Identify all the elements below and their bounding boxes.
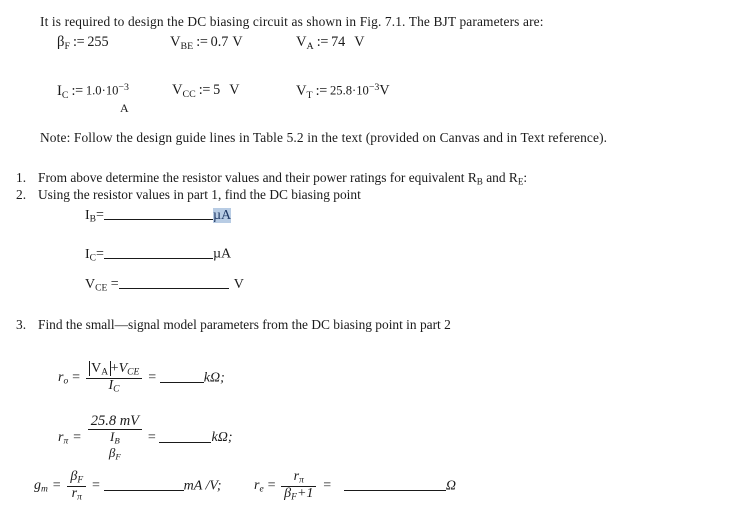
formula-gm-blank[interactable] — [104, 477, 184, 491]
parameter-vcc-symbol: $V_{CC}$ — [172, 82, 196, 100]
note-paragraph: Note: Follow the design guide lines in Table 5.2 in the text (provided on Canvas and in Text reference). — [40, 130, 608, 145]
formula-gm-unit: mA /V; — [183, 478, 222, 494]
formula-re-fraction — [281, 470, 316, 502]
formula-ro-blank[interactable] — [160, 369, 204, 383]
answer-ib-unit: µA — [212, 207, 232, 223]
task-item-1 — [16, 170, 527, 187]
equals-sign: = — [147, 430, 157, 446]
equals-sign: = — [266, 478, 277, 494]
formula-re-blank[interactable] — [344, 477, 446, 491]
formula-rpi-numerator: 25.8 mV — [88, 414, 142, 430]
formula-rpi-unit: kΩ; — [211, 430, 233, 446]
equals-sign: = — [322, 478, 332, 494]
parameter-va-value: 74 — [331, 34, 346, 50]
assign-operator: := — [316, 34, 329, 50]
absolute-value-va: $V_A$ — [89, 361, 111, 376]
answer-vce-unit: V — [233, 276, 244, 292]
parameter-vcc-value: 5 — [213, 82, 221, 98]
parameter-vbe-value: 0.7 — [210, 34, 229, 50]
formula-ro — [58, 362, 225, 394]
parameter-vt-exponent: −3 — [368, 82, 380, 93]
formula-re-unit: Ω — [445, 478, 456, 494]
parameter-beta-f — [57, 34, 109, 53]
answer-ib-blank[interactable] — [104, 206, 213, 220]
parameter-vt-mantissa: 25.8 — [329, 83, 353, 98]
parameter-ic: $I_C$ := $1.0\cdot 10^{-3}$ A — [57, 82, 129, 115]
answer-vce-symbol: $V_{CE}$ — [85, 276, 108, 294]
equals-sign: = — [107, 276, 119, 292]
assign-operator: := — [315, 82, 327, 99]
answer-field-vce[interactable] — [85, 275, 244, 295]
formula-rpi-blank[interactable] — [159, 428, 211, 442]
parameter-vcc — [172, 82, 239, 101]
formula-gm — [34, 470, 222, 502]
parameter-ic-exponent: −3 — [118, 82, 129, 93]
formula-gm-symbol: $g_m$ — [34, 478, 48, 496]
formula-rpi-symbol: $r_\pi$ — [58, 430, 69, 447]
parameter-vt-symbol: $V_T$ — [296, 82, 313, 101]
formula-ro-fraction — [86, 362, 143, 394]
task-1-number: 1. — [16, 170, 27, 185]
answer-vce-blank[interactable] — [119, 275, 229, 289]
formula-gm-fraction — [67, 470, 86, 502]
parameter-va — [296, 34, 365, 53]
equals-sign: = — [51, 478, 62, 494]
answer-ic-blank[interactable] — [104, 245, 213, 259]
formula-rpi-fraction — [88, 414, 142, 462]
formula-re-denominator: $\beta_F+1$ — [284, 485, 314, 503]
formula-gm-denominator: $r_\pi$ — [71, 485, 82, 503]
multiplication-dot: · — [352, 83, 357, 98]
parameter-vt-unit: V — [379, 82, 390, 99]
parameter-vt-base: 10 — [356, 83, 369, 98]
assign-operator: := — [196, 34, 208, 50]
equals-sign: = — [96, 246, 104, 262]
parameter-vbe-unit: V — [232, 34, 243, 50]
formula-rpi — [58, 414, 232, 462]
parameter-va-symbol: $V_A$ — [296, 34, 314, 52]
answer-ib-symbol: $I_B$ — [85, 207, 97, 225]
parameter-ic-mantissa: 1.0 — [85, 83, 102, 98]
parameter-va-unit: V — [354, 34, 365, 50]
formula-rpi-denominator — [88, 430, 142, 462]
task-3-number: 3. — [16, 317, 27, 332]
formula-re-symbol: $r_e$ — [254, 478, 264, 496]
parameter-vcc-unit: V — [229, 82, 240, 98]
parameter-ic-symbol: $I_C$ — [57, 82, 69, 101]
task-1-text: From above determine the resistor values and their power ratings for equivalent $R_B$ and $R_E$: — [38, 170, 528, 187]
formula-ro-denominator: $I_C$ — [108, 377, 120, 395]
task-item-3 — [16, 317, 451, 333]
answer-field-ib[interactable] — [85, 206, 231, 226]
assign-operator: := — [71, 82, 83, 99]
formula-rpi-den-bottom: $\beta_F$ — [108, 444, 121, 462]
answer-field-ic[interactable] — [85, 245, 231, 265]
equals-sign: = — [91, 478, 101, 494]
equals-sign: = — [96, 207, 104, 223]
formula-re-numerator: $r_\pi$ — [281, 470, 316, 487]
task-2-text: Using the resistor values in part 1, find the DC biasing point — [38, 187, 361, 202]
assign-operator: := — [198, 82, 211, 98]
parameter-ic-base: 10 — [105, 83, 119, 98]
equals-sign: = — [72, 430, 82, 446]
parameter-vbe — [170, 34, 243, 53]
formula-gm-numerator: $\beta_F$ — [67, 470, 86, 487]
task-2-number: 2. — [16, 187, 27, 202]
parameter-vbe-symbol: $V_{BE}$ — [170, 34, 194, 52]
formula-ro-unit: kΩ; — [203, 370, 225, 386]
parameter-vt — [296, 82, 390, 101]
parameter-beta-f-symbol: $\beta_F$ — [57, 34, 70, 52]
task-item-2 — [16, 187, 361, 203]
parameter-beta-f-value: 255 — [87, 34, 109, 50]
answer-ic-symbol: $I_C$ — [85, 246, 97, 264]
formula-ro-symbol: $r_o$ — [58, 370, 69, 388]
formula-rpi-inner-fraction — [106, 430, 124, 462]
equals-sign: = — [71, 370, 81, 386]
assign-operator: := — [72, 34, 85, 50]
formula-re — [254, 470, 456, 502]
task-3-text: Find the small—signal model parameters from the DC biasing point in part 2 — [38, 317, 451, 332]
formula-rpi-den-top: $I_B$ — [109, 429, 120, 446]
equals-sign: = — [147, 370, 157, 386]
multiplication-dot: · — [101, 83, 106, 98]
answer-ic-unit: µA — [212, 246, 232, 262]
formula-ro-numerator: $V_A +V_{CE}$ — [86, 362, 143, 379]
intro-paragraph: It is required to design the DC biasing circuit as shown in Fig. 7.1. The BJT parameters are: — [40, 14, 544, 29]
